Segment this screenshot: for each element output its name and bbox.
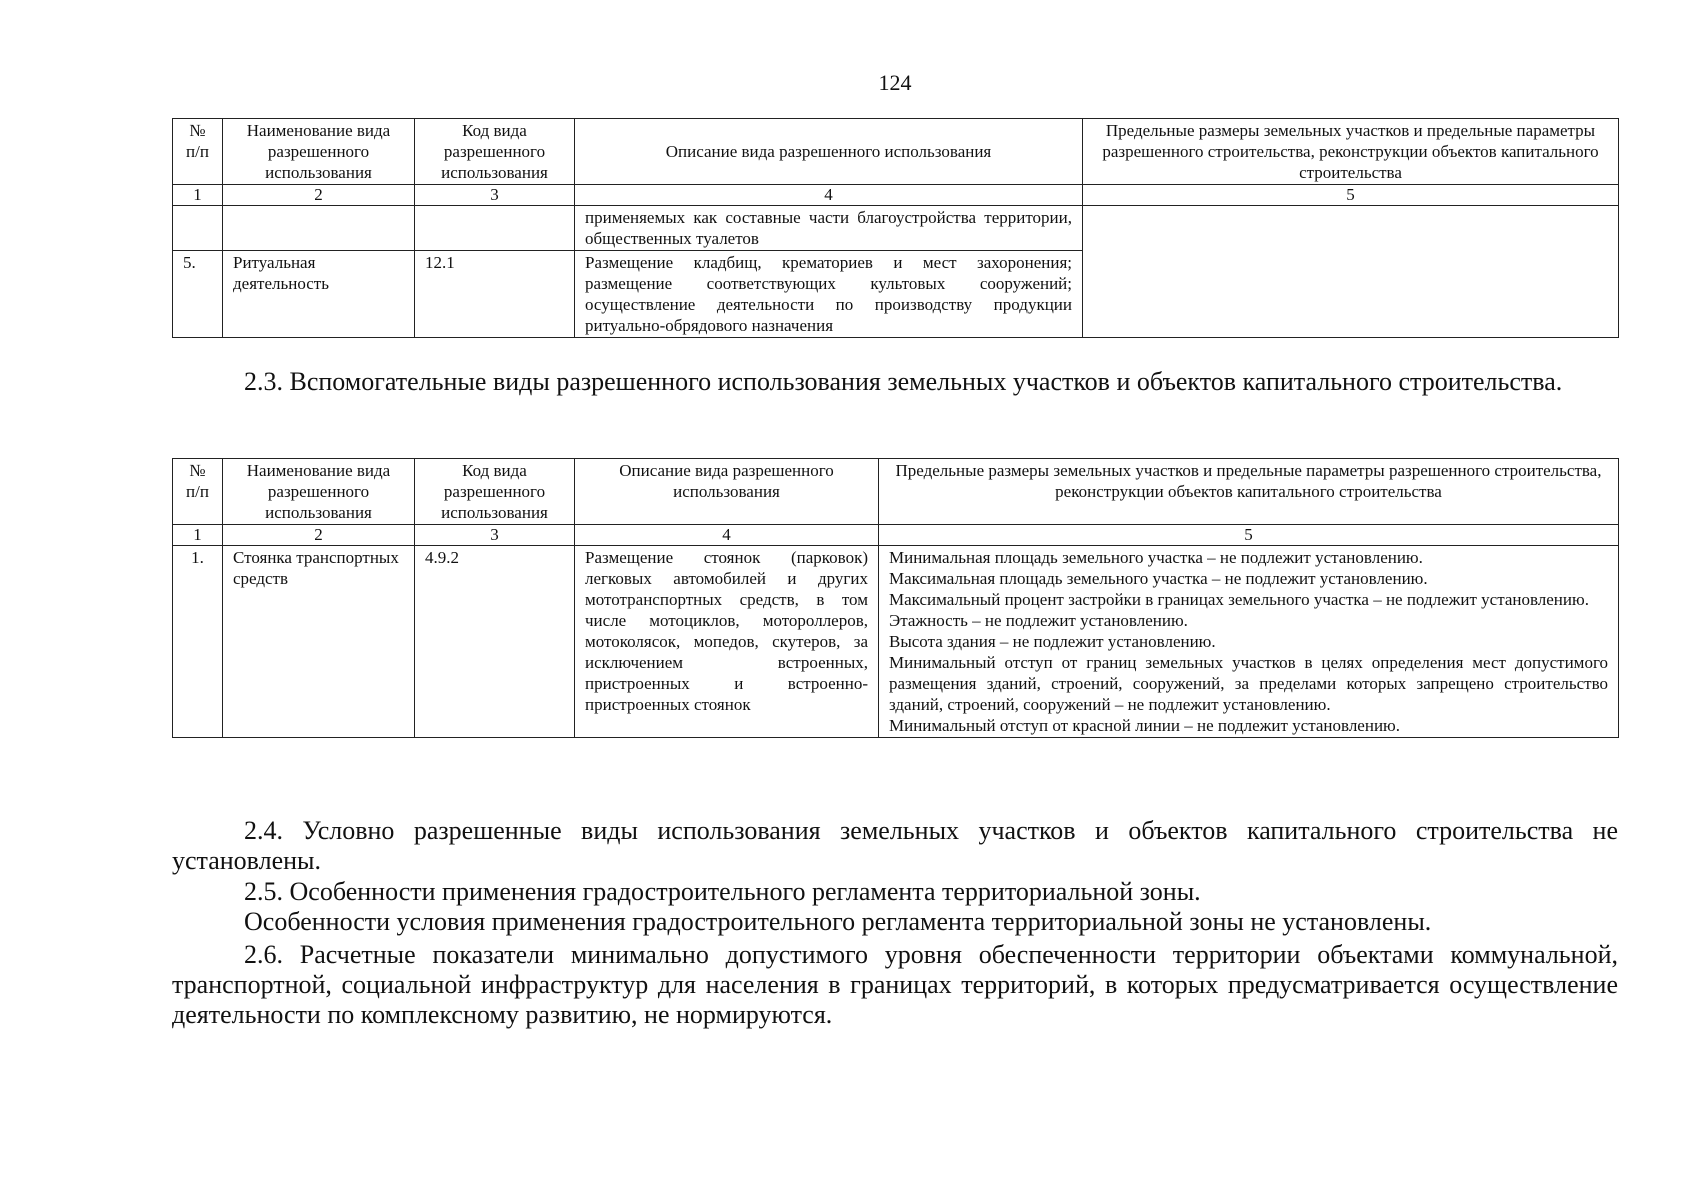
section-2-5-text: Особенности условия применения градостроительного регламента территориальной зоны не установлены. <box>244 907 1432 936</box>
header-code: Код вида разрешенного использования <box>415 459 575 525</box>
land-use-table-main <box>172 118 1619 338</box>
row-name: Ритуальная деятельность <box>223 251 415 338</box>
col-number: 4 <box>575 525 879 546</box>
header-name: Наименование вида разрешенного использования <box>223 459 415 525</box>
row-description: Размещение стоянок (парковок) легковых автомобилей и других мототранспортных средств, в том числе мотоциклов, мотороллеров, мотоколясок, мопедов, скутеров, за исключением встроенных, пристроенных и встроенно-пристроенных стоянок <box>575 546 879 738</box>
col-number: 2 <box>223 185 415 206</box>
param-line: Минимальный отступ от красной линии – не подлежит установлению. <box>889 716 1400 735</box>
header-params: Предельные размеры земельных участков и предельные параметры разрешенного строительства, реконструкции объектов капитального строительства <box>879 459 1619 525</box>
page-number: 124 <box>878 70 912 95</box>
header-params: Предельные размеры земельных участков и предельные параметры разрешенного строительства, реконструкции объектов капитального строительства <box>1083 119 1619 185</box>
section-2-5-heading: 2.5. Особенности применения градостроительного регламента территориальной зоны. <box>244 877 1201 906</box>
param-line: Этажность – не подлежит установлению. <box>889 611 1188 630</box>
section-2-3-heading: 2.3. Вспомогательные виды разрешенного использования земельных участков и объектов капитального строительства. <box>244 367 1563 396</box>
column-number-row <box>173 525 1619 546</box>
col-number: 3 <box>415 185 575 206</box>
section-2-6: 2.6. Расчетные показатели минимально допустимого уровня обеспеченности территории объектами коммунальной, транспортной, социальной инфраструктур для населения в границах территорий, в которых предусматривается осуществление деятельности по комплексному развитию, не нормируются. <box>172 940 1618 1029</box>
row-num: 5. <box>173 251 223 338</box>
row-code: 12.1 <box>415 251 575 338</box>
header-num: № п/п <box>173 119 223 185</box>
header-description: Описание вида разрешенного использования <box>575 459 879 525</box>
table-header-row <box>173 119 1619 185</box>
header-name: Наименование вида разрешенного использования <box>223 119 415 185</box>
row-code: 4.9.2 <box>415 546 575 738</box>
col-number: 4 <box>575 185 1083 206</box>
col-number: 1 <box>173 525 223 546</box>
row-description: применяемых как составные части благоустройства территории, общественных туалетов <box>575 206 1083 251</box>
section-2-4: 2.4. Условно разрешенные виды использования земельных участков и объектов капитального строительства не установлены. <box>172 816 1618 875</box>
param-line: Максимальный процент застройки в границах земельного участка – не подлежит установлению. <box>889 590 1589 609</box>
header-description: Описание вида разрешенного использования <box>575 119 1083 185</box>
param-line: Минимальная площадь земельного участка – не подлежит установлению. <box>889 548 1423 567</box>
table-row <box>173 546 1619 738</box>
auxiliary-use-table <box>172 458 1619 738</box>
header-num: № п/п <box>173 459 223 525</box>
row-name <box>223 206 415 251</box>
row-num <box>173 206 223 251</box>
param-line: Максимальная площадь земельного участка – не подлежит установлению. <box>889 569 1428 588</box>
table-row <box>173 206 1619 251</box>
param-line: Минимальный отступ от границ земельных участков в целях определения мест допустимого размещения зданий, строений, сооружений, за пределами которых запрещено строительство зданий, строений, сооружений – не подлежит установлению. <box>889 653 1608 714</box>
col-number: 5 <box>879 525 1619 546</box>
col-number: 1 <box>173 185 223 206</box>
column-number-row <box>173 185 1619 206</box>
row-description: Размещение кладбищ, крематориев и мест захоронения; размещение соответствующих культовых сооружений; осуществление деятельности по производству продукции ритуально-обрядового назначения <box>575 251 1083 338</box>
header-code: Код вида разрешенного использования <box>415 119 575 185</box>
row-code <box>415 206 575 251</box>
row-name: Стоянка транспортных средств <box>223 546 415 738</box>
col-number: 5 <box>1083 185 1619 206</box>
param-line: Высота здания – не подлежит установлению. <box>889 632 1216 651</box>
table-header-row <box>173 459 1619 525</box>
row-params <box>1083 206 1619 338</box>
row-num: 1. <box>173 546 223 738</box>
col-number: 3 <box>415 525 575 546</box>
col-number: 2 <box>223 525 415 546</box>
row-params <box>879 546 1619 738</box>
